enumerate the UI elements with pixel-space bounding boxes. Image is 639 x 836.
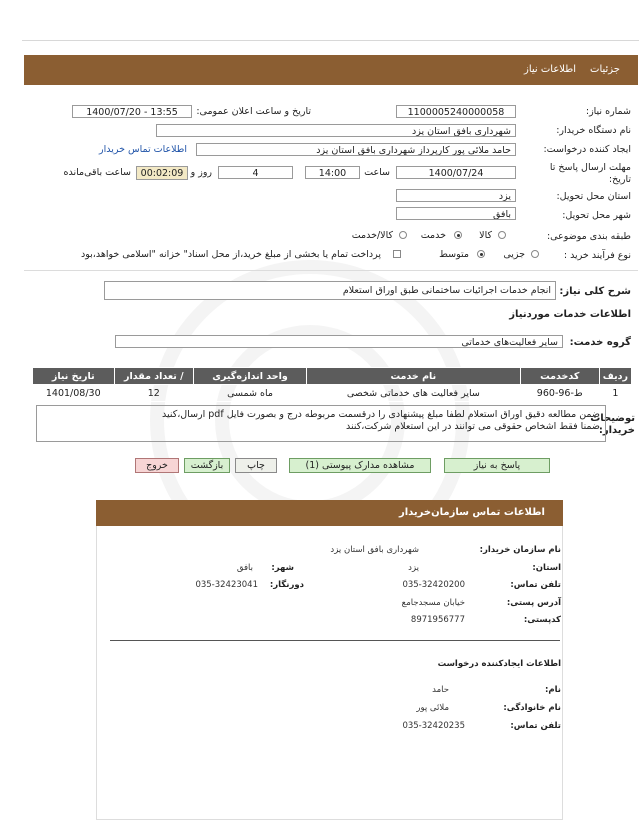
phone-label: تلفن تماس: (510, 580, 561, 590)
reply-button[interactable]: پاسخ به نیاز (444, 458, 550, 473)
back-button[interactable]: بازگشت (184, 458, 230, 473)
buyer-notes-label: توضیحات خریدار: (590, 413, 635, 436)
requester-field: حامد ملائی پور کارپرداز شهرداری بافق استان یزد (196, 143, 516, 156)
category-goods-radio[interactable] (498, 231, 506, 239)
process-minor-radio[interactable] (531, 250, 539, 258)
details-link[interactable]: جزئیات (590, 64, 620, 75)
col-date: تاریخ نیاز (33, 368, 115, 385)
treasury-payment-note: پرداخت تمام یا بخشی از مبلغ خرید،از محل اسناد" خزانه "اسلامی خواهد،بود (81, 249, 381, 260)
col-qty: / تعداد مقدار (114, 368, 194, 385)
org-value: شهرداری بافق استان یزد (330, 545, 419, 555)
need-info-link[interactable]: اطلاعات نیاز (524, 64, 576, 75)
category-label: طبقه بندی موضوعی: (546, 231, 631, 242)
province-label: استان محل تحویل: (556, 191, 631, 202)
need-number-field: 1100005240000058 (396, 105, 516, 118)
city-contact-label: شهر: (271, 563, 294, 573)
province-contact-value: یزد (408, 563, 419, 573)
deadline-label: مهلت ارسال پاسخ تا تاریخ: (549, 162, 631, 185)
table-header-row (33, 368, 632, 385)
print-button[interactable]: چاپ (235, 458, 277, 473)
services-title: اطلاعات خدمات موردنیاز (509, 309, 631, 320)
cell-date: 1401/08/30 (33, 385, 115, 402)
category-goods-label: کالا (479, 230, 492, 241)
category-goods-service-radio[interactable] (399, 231, 407, 239)
city-field: بافق (396, 207, 516, 220)
exit-button[interactable]: خروج (135, 458, 179, 473)
header-bar (24, 55, 638, 85)
table-row (33, 385, 632, 402)
need-number-label: شماره نیاز: (585, 106, 631, 117)
cell-qty: 12 (114, 385, 194, 402)
category-goods-service-label: کالا/خدمت (351, 230, 393, 241)
process-minor-label: جزیی (503, 249, 525, 260)
creator-last-value: ملائی پور (416, 703, 449, 713)
announce-label: تاریخ و ساعت اعلان عمومی: (196, 106, 311, 117)
category-service-label: خدمت (420, 230, 446, 241)
services-table (32, 367, 632, 402)
remaining-label: ساعت باقی‌مانده (63, 167, 131, 178)
creator-first-label: نام: (544, 685, 561, 695)
creator-phone-label: تلفن تماس: (510, 721, 561, 731)
summary-field: انجام خدمات اجرائیات ساختمانی طبق اوراق استعلام (104, 281, 556, 300)
time-label: ساعت (364, 167, 390, 178)
attachments-button[interactable]: مشاهده مدارک پیوستی (1) (289, 458, 431, 473)
buyer-contact-link[interactable]: اطلاعات تماس خریدار (98, 144, 187, 155)
deadline-date-field: 1400/07/24 (396, 166, 516, 179)
col-unit: واحد اندازه‌گیری (194, 368, 307, 385)
service-group-label: گروه خدمت: (569, 337, 631, 348)
buyer-device-label: نام دستگاه خریدار: (556, 125, 631, 136)
col-code: کدخدمت (520, 368, 599, 385)
process-medium-radio[interactable] (477, 250, 485, 258)
requester-label: ایجاد کننده درخواست: (543, 144, 631, 155)
buyer-device-field: شهرداری بافق استان یزد (156, 124, 516, 137)
creator-last-label: نام خانوادگی: (503, 703, 561, 713)
col-row: ردیف (599, 368, 631, 385)
days-label: روز و (190, 167, 212, 178)
fax-label: دورنگار: (269, 580, 304, 590)
announce-field: 1400/07/20 - 13:55 (72, 105, 192, 118)
section-divider (24, 270, 638, 271)
treasury-payment-checkbox[interactable] (393, 250, 401, 258)
city-label: شهر محل تحویل: (562, 210, 631, 221)
service-group-field: سایر فعالیت‌های خدماتی (115, 335, 563, 348)
top-divider (22, 40, 639, 41)
days-field: 4 (218, 166, 293, 179)
deadline-time-field: 14:00 (305, 166, 360, 179)
buyer-notes-line-2: ضمنا فقط اشخاص حقوقی می توانند در این استعلام شرکت،کنند (345, 421, 600, 432)
col-name: نام خدمت (306, 368, 520, 385)
address-value: خیابان مسجدجامع (401, 598, 465, 608)
city-contact-value: بافق (236, 563, 253, 573)
process-medium-label: متوسط (439, 249, 469, 260)
cell-row: 1 (599, 385, 631, 402)
postal-label: کدپستی: (523, 615, 561, 625)
org-label: نام سازمان خریدار: (479, 545, 561, 555)
cell-unit: ماه شمسی (194, 385, 307, 402)
province-field: یزد (396, 189, 516, 202)
creator-phone-value: 035-32420235 (402, 721, 465, 731)
buyer-notes-box (36, 405, 606, 442)
cell-code: ط-96-960 (520, 385, 599, 402)
postal-value: 8971956777 (410, 615, 465, 625)
process-label: نوع فرآیند خرید : (563, 250, 631, 261)
contact-panel-header (96, 500, 563, 526)
remaining-timer: 00:02:09 (136, 166, 188, 180)
contact-divider (110, 640, 560, 641)
category-service-radio[interactable] (454, 231, 462, 239)
contact-panel-title: اطلاعات تماس سازمان‌خریدار (398, 507, 545, 518)
summary-label: شرح کلی نیاز: (559, 286, 631, 297)
address-label: آدرس پستی: (506, 598, 561, 608)
buyer-notes-line-1: ضمن مطالعه دقیق اوراق استعلام لطفا مبلغ پیشنهادی را درقسمت مربوطه درج و بصورت فایل pdf ارسال،کنید (161, 409, 600, 420)
fax-value: 035-32423041 (195, 580, 258, 590)
phone-value: 035-32420200 (402, 580, 465, 590)
creator-first-value: حامد (432, 685, 449, 695)
creator-title: اطلاعات ایجادکننده درخواست (437, 659, 561, 669)
province-contact-label: استان: (532, 563, 561, 573)
cell-name: سایر فعالیت های خدماتی شخصی (306, 385, 520, 402)
